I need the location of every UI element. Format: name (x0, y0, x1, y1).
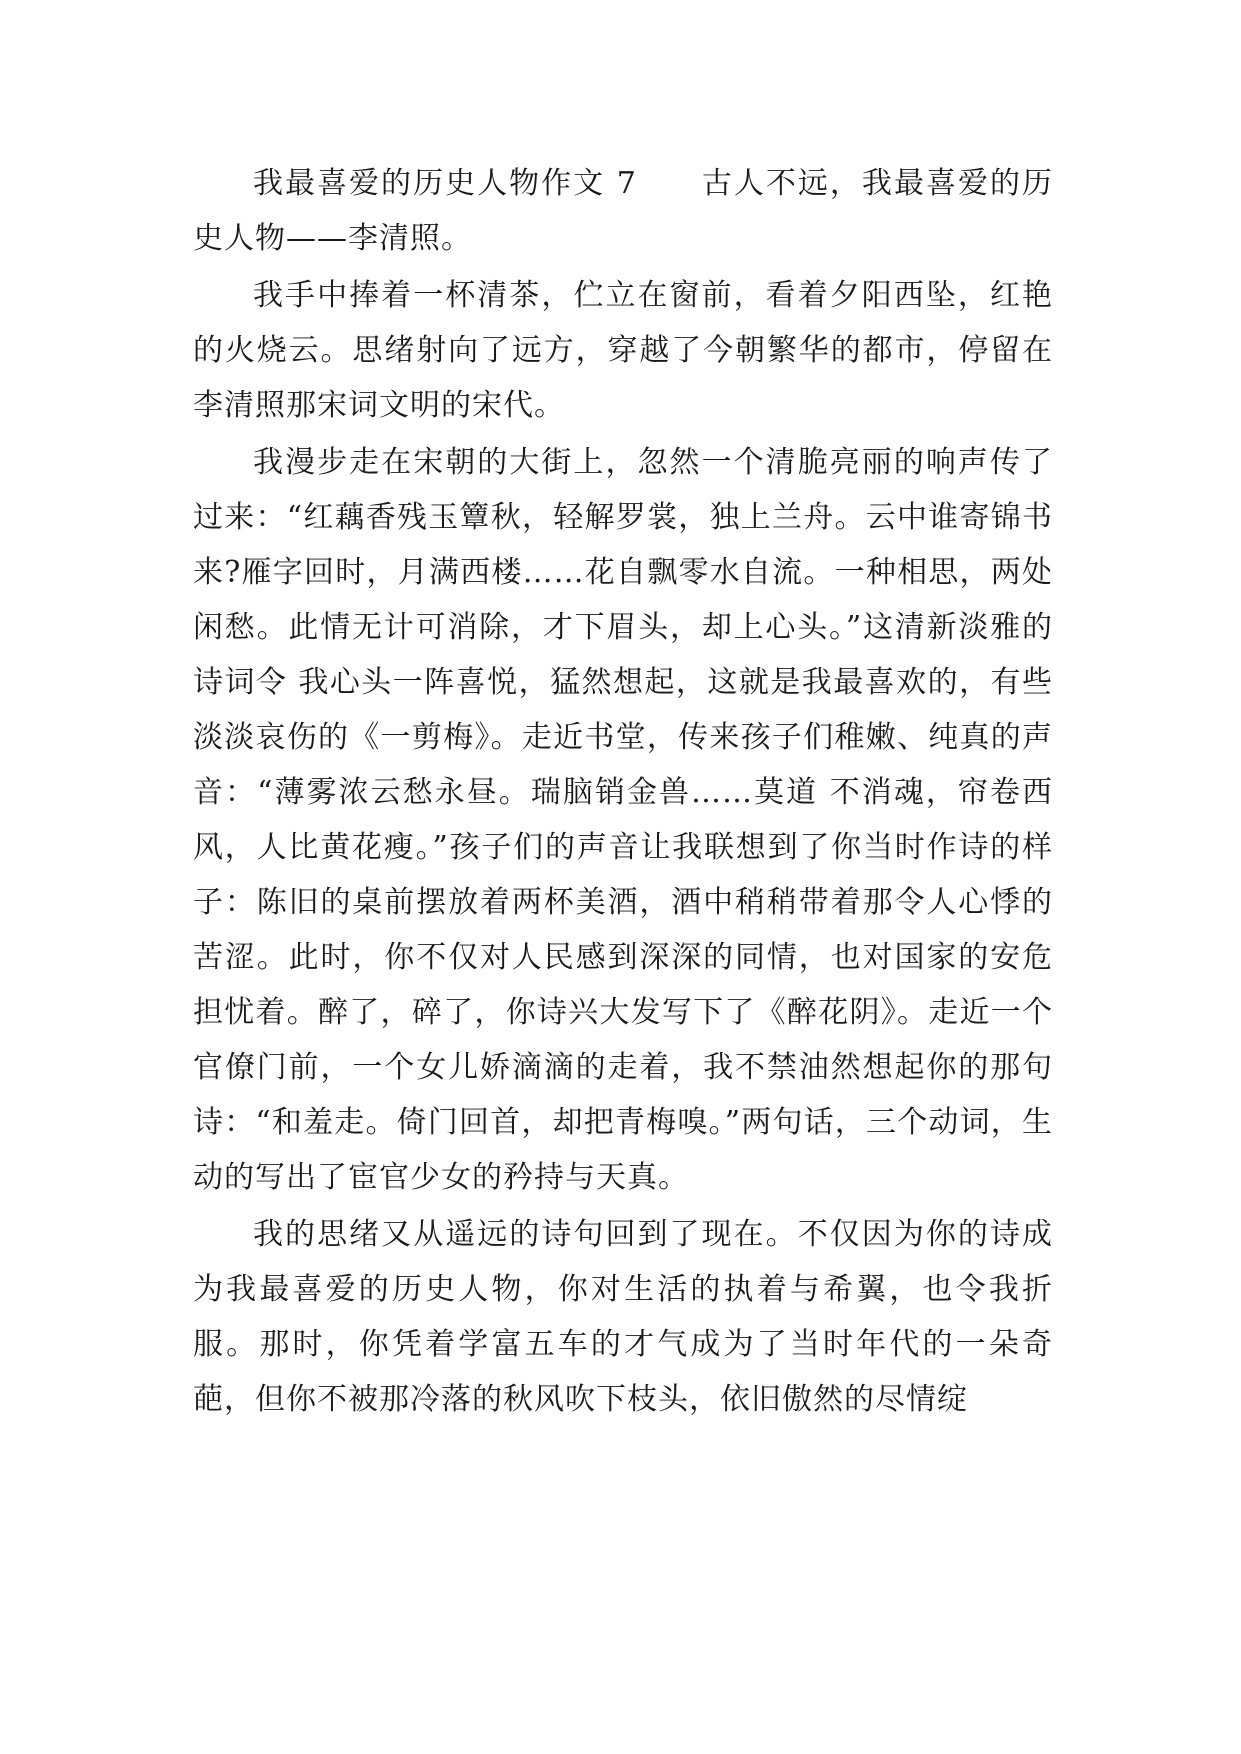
document-body (193, 156, 1053, 1429)
paragraph-return-present: 我的思绪又从遥远的诗句回到了现在。不仅因为你的诗成为我最喜爱的历史人物，你对生活的执着与希翼，也令我折服。那时，你凭着学富五车的才气成为了当时年代的一朵奇葩，但你不被那冷落的秋风吹下枝头，依旧傲然的尽情绽 (193, 1217, 1053, 1417)
paragraph-title-intro: 我最喜爱的历史人物作文 7 古人不远，我最喜爱的历史人物——李清照。 (193, 166, 1053, 256)
paragraph-song-street: 我漫步走在宋朝的大街上，忽然一个清脆亮丽的响声传了过来：“红藕香残玉簟秋，轻解罗裳，独上兰舟。云中谁寄锦书来?雁字回时，月满西楼……花自飘零水自流。一种相思，两处闲愁。此情无计可消除，才下眉头，却上心头。”这清新淡雅的诗词令 我心头一阵喜悦，猛然想起，这就是我最喜欢的，有些淡淡哀伤的《一剪梅》。走近书堂，传来孩子们稚嫩、纯真的声音：“薄雾浓云愁永昼。瑞脑销金兽……莫道 不消魂，帘卷西风，人比黄花瘦。”孩子们的声音让我联想到了你当时作诗的样子：陈旧的桌前摆放着两杯美酒，酒中稍稍带着那令人心悸的苦涩。此时，你不仅对人民感到深深的同情，也对国家的安危担忧着。醉了，碎了，你诗兴大发写下了《醉花阴》。走近一个官僚门前，一个女儿娇滴滴的走着，我不禁油然想起你的那句诗：“和羞走。倚门回首，却把青梅嗅。”两句话，三个动词，生动的写出了宦官少女的矜持与天真。 (193, 445, 1053, 1195)
paragraph-tea-window: 我手中捧着一杯清茶，伫立在窗前，看着夕阳西坠，红艳的火烧云。思绪射向了远方，穿越了今朝繁华的都市，停留在李清照那宋词文明的宋代。 (193, 278, 1053, 423)
